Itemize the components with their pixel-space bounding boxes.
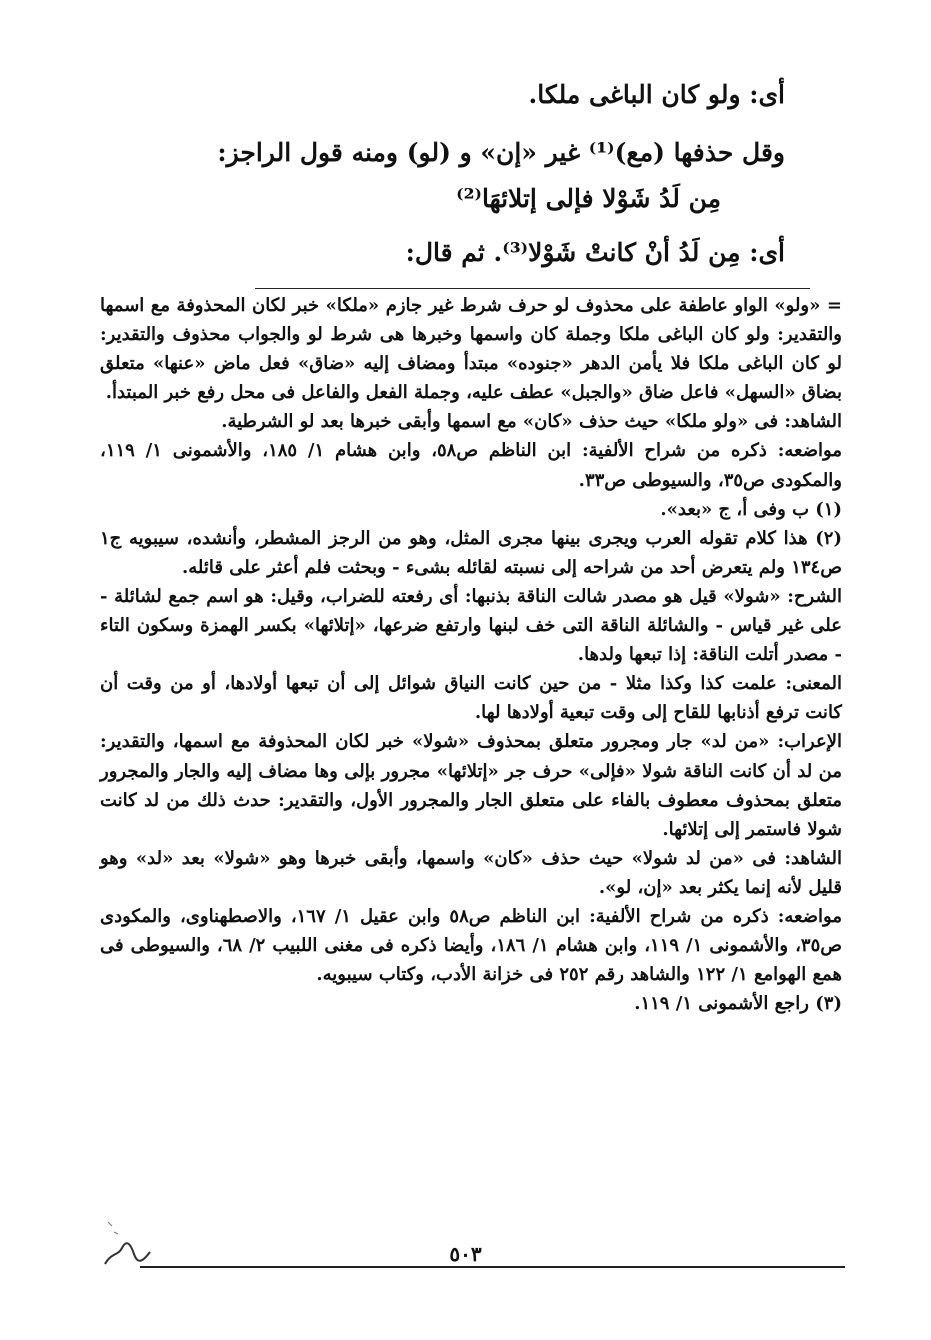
shahid-label: الشاهد: (784, 411, 842, 433)
shahid-2-label: الشاهد: (784, 847, 842, 869)
footnote-mawadi (100, 436, 842, 494)
mana-label: المعنى: (785, 673, 842, 695)
ink-scribble-mark (100, 1212, 160, 1272)
mawadi-2-label: مواضعه: (777, 905, 842, 927)
mawadi-2-text: ذكره من شراح الألفية: ابن الناظم ص٥٨ وابن عقيل ١/ ١٦٧، والاصطهناوى، والمكودى ص٣٥، والأشمونى ١/ ١١٩، وابن هشام ١/ ١٨٦، وأيضا ذكره فى مغنى اللبيب ٢/ ٦٨، والسيوطى فى همع الهوامع ١/ ١٢٢ والشاهد رقم ٢٥٢ فى خزانة الأدب، وكتاب سيبويه. (100, 905, 843, 986)
footnote-shahid (100, 407, 842, 436)
main-text-line-1: أى: ولو كان الباغى ملكا. (528, 80, 785, 109)
footnote-irab (100, 727, 842, 843)
footnote-mana (100, 669, 842, 727)
footnote-separator (255, 288, 810, 289)
page-number: ٥٠٣ (449, 1242, 482, 1266)
mawadi-text: ذكره من شراح الألفية: ابن الناظم ص٥٨، وابن هشام ١/ ١٨٥، والأشمونى ١/ ١١٩، والمكودى ص٣٥، والسيوطى ص٣٣. (100, 440, 842, 491)
footnote-2: (٢) هذا كلام تقوله العرب ويجرى بينها مجرى المثل، وهو من الرجز المشطر، وأنشده، سيبويه ج١ ص١٣٤ ولم يتعرض أحد من شراحه إلى نسبته لقائله بشىء - وبحثت فلم أعثر على قائله. (100, 527, 842, 578)
irab-label: الإعراب: (777, 731, 842, 753)
mawadi-label: مواضعه: (777, 440, 842, 462)
main-text-line-4: أى: مِن لَدُ أنْ كانتْ شَوْلا⁽³⁾. ثم قال: (405, 238, 785, 267)
footnotes-section (100, 291, 842, 1018)
footnote-3: (٣) راجع الأشمونى ١/ ١١٩. (634, 993, 842, 1015)
sharh-label: الشرح: (787, 585, 842, 607)
shahid-text: فى «ولو ملكا» حيث حذف «كان» مع اسمها وأبقى خبرها بعد لو الشرطية. (221, 411, 779, 433)
shahid-2-text: فى «من لد شولا» حيث حذف «كان» واسمها، وأبقى خبرها وهو «شولا» بعد «لد» وهو قليل لأنه إنما يكثر بعد «إن، لو». (100, 847, 842, 898)
mana-text: علمت كذا وكذا مثلا - من حين كانت النياق شوائل إلى أن تبعها أولادها، أو من وقت أن كانت ترفع أذنابها للقاح إلى وقت تبعية أولادها لها. (100, 673, 842, 724)
footnote-sharh (100, 582, 842, 669)
footnote-continuation: = «ولو» الواو عاطفة على محذوف لو حرف شرط غير جازم «ملكا» خبر لكان المحذوفة مع اسمها والتقدير: ولو كان الباغى ملكا وجملة كان واسمها وخبرها هى شرط لو والجواب محذوف والتقدير: لو كان الباغى ملكا فلا يأمن الدهر «جنوده» مبتدأ ومضاف إليه «ضاق» فعل ماض «عنها» متعلق بضاق «السهل» فاعل ضاق «والجبل» عطف عليه، وجملة الفعل والفاعل فى محل رفع خبر المبتدأ. (100, 295, 842, 404)
footnote-shahid-2 (100, 844, 842, 902)
verse-line: مِن لَدُ شَوْلا فإلى إتلائهَا⁽²⁾ (456, 184, 721, 213)
sharh-text: «شولا» قيل هو مصدر شالت الناقة بذنبها: أى رفعته للضراب، وقيل: هو اسم جمع لشائلة - على غير قياس - والشائلة الناقة التى خف لبنها وارتفع ضرعها، «إتلائها» بكسر الهمزة وسكون التاء - مصدر أتلت الناقة: إذا تبعها ولدها. (100, 585, 842, 666)
footnote-1: (١) ب وفى أ، ج «بعد». (660, 498, 842, 520)
bottom-rule (140, 1266, 845, 1268)
irab-text: «من لد» جار ومجرور متعلق بمحذوف «شولا» خبر لكان المحذوفة مع اسمها، والتقدير: من لد أن كانت الناقة شولا «فإلى» حرف جر «إتلائها» مجرور بإلى وها مضاف إليه والجار والمجرور متعلق بمحذوف معطوف بالفاء على متعلق الجار والمجرور الأول، والتقدير: حدث ذلك من لد كانت شولا فاستمر إلى إتلائها. (100, 731, 842, 840)
footnote-mawadi-2 (100, 902, 842, 989)
main-text-line-2: وقل حذفها (مع)⁽¹⁾ غير «إن» و (لو) ومنه قول الراجز: (217, 138, 785, 167)
